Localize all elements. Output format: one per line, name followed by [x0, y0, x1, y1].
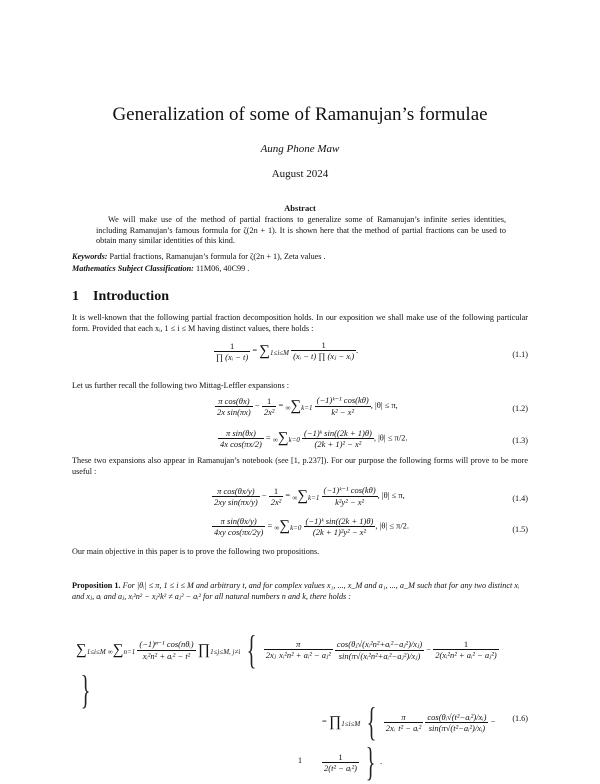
- equation-label-1-2: (1.2): [512, 404, 528, 413]
- equation-1-1: $\frac{1}{\text{∏ (xᵢ − t)}}$ = ∑1≤i≤M $\frac{1}{\text{(xᵢ − t) ∏ (xⱼ − xᵢ)}}$ .: [216, 340, 359, 362]
- equation-label-1-3: (1.3): [512, 436, 528, 445]
- page-number: 1: [297, 755, 303, 765]
- paragraph-3: These two expansions also appear in Ramanujan’s notebook (see [1, p.237]). For our purpose the following forms will prove to be more useful :: [72, 456, 528, 477]
- proposition-text: For |θᵢ| ≤ π, 1 ≤ i ≤ M and arbitrary t, and for complex values x₁, ..., x_M and a₁, ..., a_M such that for any two distinct xᵢ and xⱼ, aᵢ and aⱼ, xᵢ²n² − xⱼ²k² ≠ aⱼ² − aᵢ² for all natural numbers n and k, there holds :: [72, 581, 520, 602]
- equation-1-5: $\frac{\text{π sin(θx/y)}}{\text{4xy cos(πx/2y)}}$ = ∞∑k=0 $\frac{\text{(−1)ᵏ sin((2k + 1)θ)}}{\text{(2k + 1)²y² − x²}}$ , |θ| ≤ π/2.: [214, 516, 410, 537]
- condition-1-4: |θ| ≤ π,: [381, 489, 405, 500]
- equation-label-1-6: (1.6): [512, 714, 528, 723]
- paragraph-2: Let us further recall the following two Mittag-Leffler expansions :: [72, 381, 289, 390]
- section-heading: [72, 289, 183, 305]
- paper-title: Generalization of some of Ramanujan’s formulae: [112, 104, 488, 125]
- condition-1-3: |θ| ≤ π/2.: [378, 432, 408, 443]
- date: August 2024: [271, 168, 329, 180]
- msc: [72, 264, 249, 273]
- abstract-body: We will make use of the method of partial fractions to generalize some of Ramanujan’s infinite series identities, including Ramanujan’s famous formula for ζ(2n + 1). It is shown here that the method of partial fractions can be used to obtain many similar identities of this kind.: [96, 215, 506, 246]
- equation-label-1-4: (1.4): [512, 494, 528, 503]
- paragraph-4: Our main objective in this paper is to prove the following two propositions.: [72, 547, 320, 556]
- proposition-1: [72, 580, 528, 603]
- equation-label-1-5: (1.5): [512, 525, 528, 534]
- proposition-label: Proposition 1.: [72, 581, 121, 590]
- msc-label: Mathematics Subject Classification:: [72, 264, 194, 273]
- msc-text: 11M06, 40C99 .: [195, 264, 250, 273]
- keywords-label: Keywords:: [72, 252, 108, 261]
- equation-1-2: $\frac{\text{π cos(θx)}}{\text{2x sin(πx)}}$ − $\frac{1}{\text{2x²}}$ = ∞∑k=1 $\frac{\text{(−1)ᵏ⁻¹ cos(kθ)}}{\text{k² − x²}}$ , |θ| ≤ π,: [217, 395, 398, 417]
- equation-1-3: $\frac{\text{π sin(θx)}}{\text{4x cos(πx/2)}}$ = ∞∑k=0 $\frac{\text{(−1)ᵏ sin((2k + 1)θ)}}{\text{(2k + 1)² − x²}}$ , |θ| ≤ π/2.: [220, 428, 408, 449]
- equation-label-1-1: (1.1): [512, 350, 528, 359]
- condition-1-2: |θ| ≤ π,: [375, 399, 398, 410]
- keywords: [72, 252, 326, 261]
- paragraph-1: It is well-known that the following partial fraction decomposition holds. In our exposition we shall make use of the following particular form. Provided that each xᵢ, 1 ≤ i ≤ M having distinct values, there holds :: [72, 313, 528, 334]
- keywords-text: Partial fractions, Ramanujan’s formula for ζ(2n + 1), Zeta values .: [109, 252, 326, 261]
- equation-1-6-line-2: = ∏1≤i≤M { $\frac{\pi}{\text{2xᵢ t² − aᵢ²}}$ $\frac{\text{cos(θᵢ√(t²−aᵢ²)/xᵢ)}}{\text{sin(π√(t²−aᵢ²)/xᵢ)}}$ − $\frac{1}{\text{2(t² − aᵢ²)}}$ } .: [322, 699, 496, 784]
- section-title: Introduction: [93, 289, 169, 304]
- abstract-heading: Abstract: [284, 203, 316, 213]
- author: Aung Phone Maw: [260, 143, 340, 155]
- condition-1-5: |θ| ≤ π/2.: [379, 520, 410, 531]
- equation-1-4: $\frac{\text{π cos(θx/y)}}{\text{2xy sin(πx/y)}}$ − $\frac{1}{\text{2x²}}$ = ∞∑k=1 $\frac{\text{(−1)ᵏ⁻¹ cos(kθ)}}{\text{k²y² − x²}}$ , |θ| ≤ π,: [214, 485, 405, 507]
- equation-1-6-line-1: ∑1≤i≤M ∞∑n=1 $\frac{\text{(−1)ⁿ⁻¹ cos(nθᵢ)}}{\text{xᵢ²n² + aᵢ² − t²}}$ ∏1≤j≤M, j≠i { $\frac{\pi}{\text{2xⱼ xᵢ²n² + aᵢ² − aⱼ²}}$ $\frac{\text{cos(θⱼ√(xᵢ²n²+aᵢ²−aⱼ²)/xⱼ)}}{\text{sin(π√(xᵢ²n²+aᵢ²−aⱼ²)/xⱼ)}}$ − $\frac{1}{\text{2(xᵢ²n² + aᵢ² − aⱼ²)}}$ }: [76, 627, 497, 712]
- section-number: 1: [72, 289, 79, 304]
